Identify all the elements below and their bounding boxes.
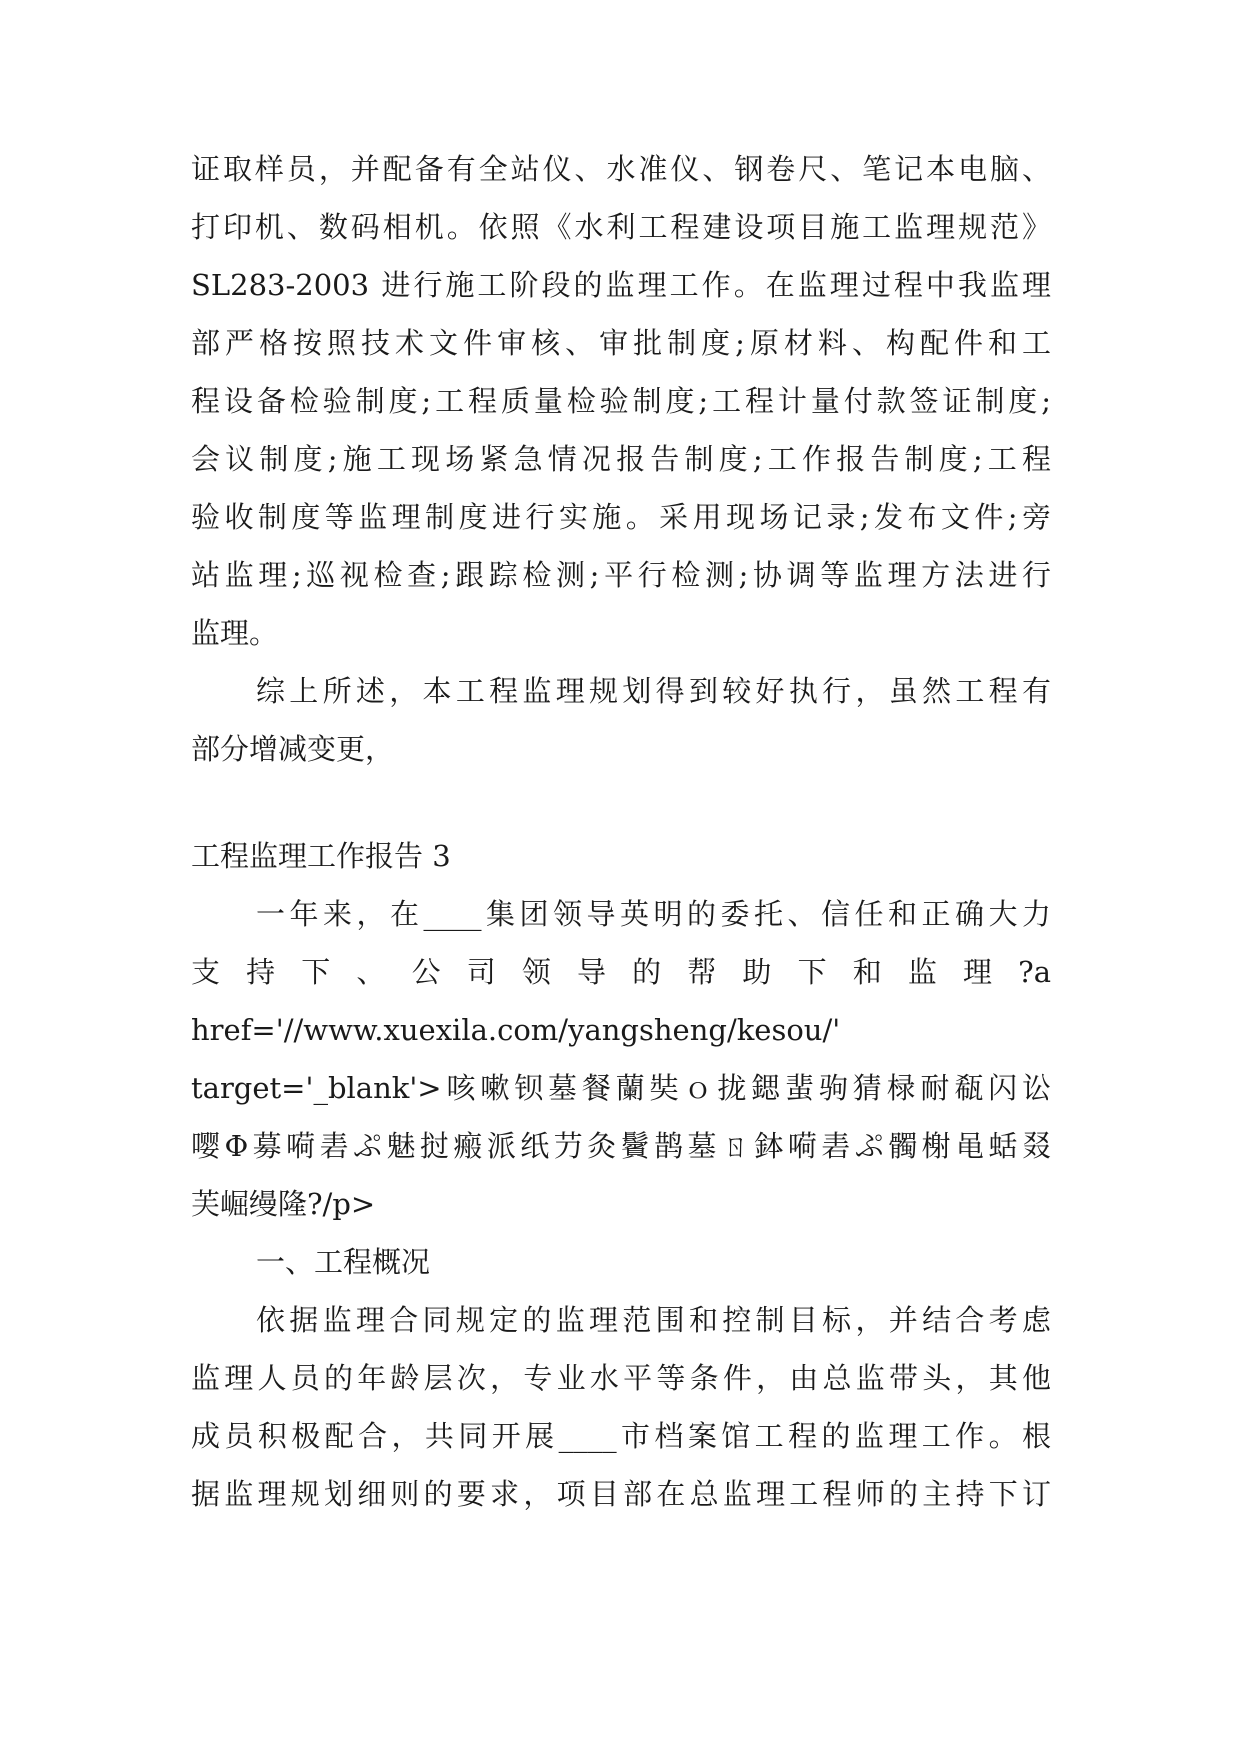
body-text-line: 依据监理合同规定的监理范围和控制目标，并结合考虑 [256,1303,1051,1337]
body-text-line: 监理人员的年龄层次，专业水平等条件，由总监带头，其他 [191,1361,1051,1395]
body-text-line: target='_blank'>咳嗽钡墓餐蘭奘ｏ拢鍶蜚驹猜椂耐瓻闪讼 [191,1071,1051,1105]
section-heading: 工程监理工作报告 3 [191,839,451,873]
body-text-line: 成员积极配合，共同开展____市档案馆工程的监理工作。根 [191,1419,1051,1453]
body-text-line: 据监理规划细则的要求，项目部在总监理工程师的主持下订 [191,1477,1051,1511]
body-text-line: 证取样员，并配备有全站仪、水准仪、钢卷尺、笔记本电脑、 [191,152,1051,186]
body-text-line: 支 持 下 、 公 司 领 导 的 帮 助 下 和 监 理 ?a [191,955,1051,989]
body-text-line: SL283-2003 进行施工阶段的监理工作。在监理过程中我监理 [191,268,1051,302]
body-text-line: 会议制度;施工现场紧急情况报告制度;工作报告制度;工程 [191,442,1051,476]
body-text-line: 一年来，在____集团领导英明的委托、信任和正确大力 [256,897,1051,931]
body-text-line: 综上所述，本工程监理规划得到较好执行，虽然工程有 [256,674,1051,708]
body-text-line: 部分增减变更， [191,732,395,766]
subsection-heading: 一、工程概况 [256,1245,431,1279]
body-text-line: 程设备检验制度;工程质量检验制度;工程计量付款签证制度; [191,384,1051,418]
body-text-line: 嘤Φ募嗬砉ぷ魅挝瘢派纸芀灸鬢鹊墓ㄖ鉢嗬砉ぷ髑榭黾蛞叕 [191,1129,1051,1163]
body-text-line: 芙崛缦隆?/p> [191,1187,376,1221]
body-text-line: 部严格按照技术文件审核、审批制度;原材料、构配件和工 [191,326,1051,360]
body-text-line: 监理。 [191,616,279,650]
body-text-line: href='//www.xuexila.com/yangsheng/kesou/' [191,1013,841,1047]
body-text-line: 站监理;巡视检查;跟踪检测;平行检测;协调等监理方法进行 [191,558,1051,592]
body-text-line: 打印机、数码相机。依照《水利工程建设项目施工监理规范》 [191,210,1051,244]
body-text-line: 验收制度等监理制度进行实施。采用现场记录;发布文件;旁 [191,500,1051,534]
